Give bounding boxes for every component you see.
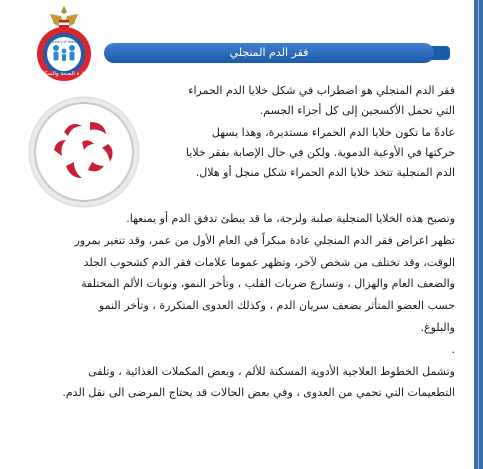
text-line: وتشمل الخطوط العلاجية الأدوية المسكنة للألم ، وبعض المكملات الغذائية ، وتلقى [88,364,455,378]
text-line: عادةً ما تكون خلايا الدم الحمراء مستديرة، وهذا يسهل [211,126,455,139]
intro-paragraph [188,81,455,121]
text-line: التطعيمات التي تحمي من العدوى ، وفي بعض الحالات قد يحتاج المرضى الى نقل الدم. [62,386,455,400]
text-line: فقر الدم المنجلي هو اضطراب في شكل خلايا الدم الحمراء [188,84,455,97]
page-edge-line [478,0,479,469]
text-line: تظهر اعراض فقر الدم المنجلي عادة مبكراً في العام الأول من عمر، وقد تتغير بمرور [74,233,455,247]
sickle-cell-illustration [24,92,144,212]
text-line: الدم المنجلية تتخذ خلايا الدم الحمراء شكل منجل أو هلال. [195,166,455,179]
svg-text:Ministry of Health: Ministry of Health [49,40,79,44]
ministry-logo [30,4,98,84]
text-line: وتصبح هذه الخلايا المنجلية صلبة ولزجة، ما قد يبطئ تدفق الدم أو يمنعها. [126,212,455,225]
text-line: والبلوغ. [420,320,455,334]
section-title: فقر الدم المنجلي [229,46,309,59]
svg-text:وزارة الصحة والسكان: وزارة الصحة والسكان [39,71,89,77]
text-line: حسب العضو المتأثر بضعف سريان الدم ، وكذلك العدوى المتكررة ، وتأخر النمو [98,299,455,313]
text-line: الوقت، وقد تختلف من شخص لآخر، وتظهر عموما علامات فقر الدم كشحوب الجلد [83,255,455,269]
normal-cells-paragraph [186,123,455,183]
section-header [104,43,434,63]
text-line: حركتها في الأوعية الدموية. ولكن في حال الإصابة بفقر خلايا [185,146,455,159]
body-paragraph [62,208,455,404]
text-line: . [451,342,455,356]
eagle-icon [50,6,78,28]
text-line: التي تحمل الأكسجين إلى كل أجزاء الجسم. [259,104,455,117]
text-line: والضعف العام والهزال ، وتسارع ضربات القلب ، وتأخر النمو، ونوبات الألم المختلفة [81,277,455,291]
